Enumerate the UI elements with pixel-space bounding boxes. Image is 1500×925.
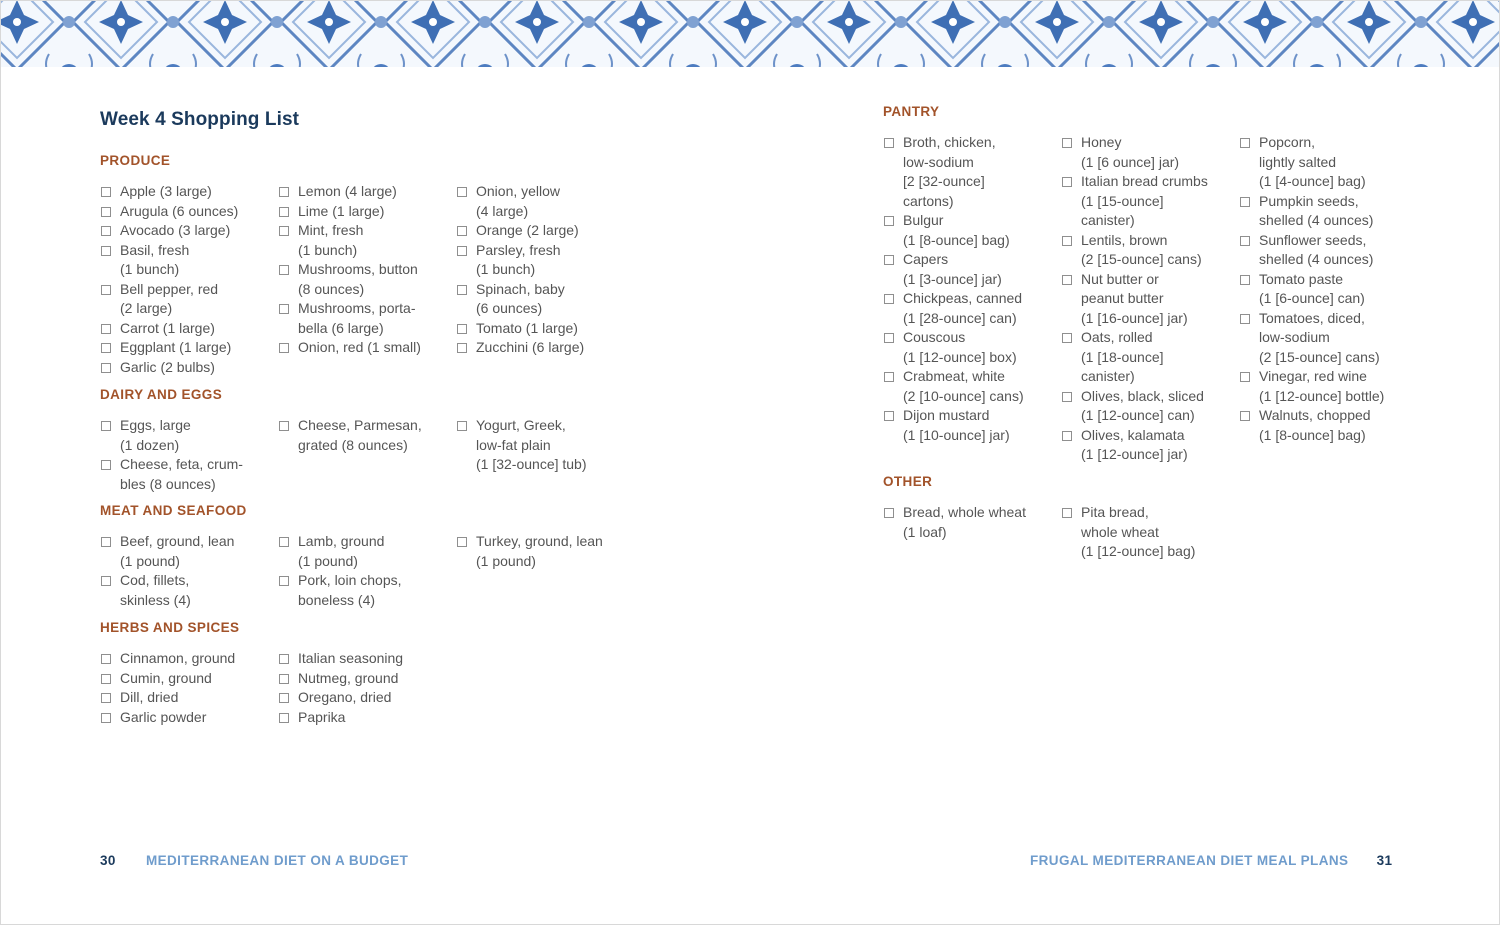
item-column [456,416,634,494]
item-label: Italian seasoning [298,650,404,666]
checkbox-icon [279,674,289,684]
section-columns [100,416,634,494]
item-label: Avocado (3 large) [120,222,231,238]
list-item [278,299,456,338]
list-item [456,338,634,358]
list-item [100,669,278,689]
checkbox-icon [279,265,289,275]
item-label: Vinegar, red wine (1 [12-ounce] bottle) [1259,368,1385,404]
decorative-tile-banner [0,0,1500,67]
checkbox-icon [101,343,111,353]
list-item [1239,231,1417,270]
section-produce [100,153,634,377]
item-label: Nut butter or peanut butter (1 [16-ounce] jar) [1081,270,1188,326]
checkbox-icon [101,207,111,217]
checkbox-icon [1240,197,1250,207]
checkbox-icon [1240,411,1250,421]
list-item [1239,367,1417,406]
list-item [278,202,456,222]
checkbox-icon [1062,138,1072,148]
item-label: Lemon (4 large) [298,183,397,199]
section-title: DAIRY AND EGGS [100,387,223,402]
item-label: Eggplant (1 large) [120,339,232,355]
list-item [278,571,456,610]
checkbox-icon [101,324,111,334]
list-item [278,669,456,689]
checkbox-icon [1062,333,1072,343]
checkbox-icon [101,246,111,256]
item-column [456,532,634,610]
checkbox-icon [884,216,894,226]
item-label: Lamb, ground (1 pound) [298,533,385,569]
item-label: Lime (1 large) [298,202,385,219]
item-label: Oats, rolled (1 [18-ounce] canister) [1081,329,1164,384]
checkbox-icon [279,713,289,723]
item-label: Sunflower seeds, shelled (4 ounces) [1259,231,1374,267]
item-label: Yogurt, Greek, low-fat plain (1 [32-ounce] tub) [476,417,587,472]
item-label: Popcorn, lightly salted (1 [4-ounce] bag) [1259,134,1366,189]
section-title: OTHER [883,474,933,489]
checkbox-icon [1062,275,1072,285]
item-label: Mushrooms, button (8 ounces) [298,261,418,297]
list-item [100,182,278,202]
item-column [278,649,456,727]
section-title: HERBS AND SPICES [100,620,240,635]
item-label: Spinach, baby (6 ounces) [476,280,565,316]
section-columns [100,532,634,610]
item-label: Honey (1 [6 ounce] jar) [1081,134,1180,170]
item-label: Mushrooms, porta- bella (6 large) [298,300,416,336]
item-label: Beef, ground, lean (1 pound) [120,533,235,569]
list-item [100,358,278,378]
section-meat-and-seafood [100,503,634,610]
section-herbs-and-spices [100,620,456,727]
checkbox-icon [884,508,894,518]
checkbox-icon [101,363,111,373]
item-label: Broth, chicken, low-sodium [2 [32-ounce] cartons) [903,134,996,209]
section-title: PRODUCE [100,153,171,168]
left-page-number: 30 [100,853,116,868]
list-item [100,280,278,319]
item-label: Cumin, ground [120,669,212,686]
list-item [1061,387,1239,426]
checkbox-icon [457,324,467,334]
checkbox-icon [884,294,894,304]
list-item [456,241,634,280]
list-item [883,406,1061,445]
list-item [883,328,1061,367]
left-running-title: MEDITERRANEAN DIET ON A BUDGET [145,853,409,868]
checkbox-icon [1062,177,1072,187]
checkbox-icon [1062,431,1072,441]
section-dairy-and-eggs [100,387,634,494]
checkbox-icon [1062,236,1072,246]
item-column [883,503,1061,562]
checkbox-icon [101,226,111,236]
checkbox-icon [1240,314,1250,324]
checkbox-icon [101,674,111,684]
list-item [1061,172,1239,231]
item-label: Oregano, dried [298,689,392,705]
list-item [1239,309,1417,368]
checkbox-icon [279,187,289,197]
right-running-title: FRUGAL MEDITERRANEAN DIET MEAL PLANS [1030,853,1349,868]
item-label: Parsley, fresh (1 bunch) [476,241,561,277]
checkbox-icon [279,421,289,431]
list-item [456,416,634,475]
item-label: Arugula (6 ounces) [120,202,239,219]
item-label: Tomato (1 large) [476,319,578,336]
checkbox-icon [1062,392,1072,402]
item-label: Walnuts, chopped (1 [8-ounce] bag) [1259,407,1371,443]
item-column [100,182,278,377]
item-label: Pork, loin chops, boneless (4) [298,572,402,608]
checkbox-icon [101,421,111,431]
list-item [100,571,278,610]
item-column [100,649,278,727]
checkbox-icon [101,285,111,295]
item-label: Eggs, large (1 dozen) [120,417,191,453]
list-item [100,708,278,728]
list-item [456,532,634,571]
item-label: Zucchini (6 large) [476,339,585,355]
item-label: Dill, dried [120,689,179,705]
list-item [278,708,456,728]
list-item [100,202,278,222]
list-item [883,133,1061,211]
item-column [883,133,1061,465]
item-label: Crabmeat, white (2 [10-ounce] cans) [903,368,1024,404]
item-label: Basil, fresh (1 bunch) [120,241,190,277]
list-item [1061,133,1239,172]
item-label: Garlic powder [120,708,207,725]
list-item [278,688,456,708]
list-item [883,367,1061,406]
checkbox-icon [1240,275,1250,285]
checkbox-icon [1062,508,1072,518]
list-item [1061,328,1239,387]
checkbox-icon [884,411,894,421]
checkbox-icon [1240,138,1250,148]
checkbox-icon [884,333,894,343]
item-label: Onion, red (1 small) [298,339,421,355]
item-label: Pumpkin seeds, shelled (4 ounces) [1259,192,1374,228]
list-item [883,503,1061,542]
list-item [278,532,456,571]
list-item [100,455,278,494]
checkbox-icon [101,187,111,197]
item-label: Garlic (2 bulbs) [120,358,215,375]
checkbox-icon [457,246,467,256]
item-column [278,182,456,377]
section-columns [883,503,1239,562]
item-label: Onion, yellow (4 large) [476,183,561,219]
item-label: Cinnamon, ground [120,650,236,666]
list-item [100,416,278,455]
list-item [456,319,634,339]
item-label: Orange (2 large) [476,222,579,238]
item-label: Couscous (1 [12-ounce] box) [903,329,1017,365]
list-item [883,289,1061,328]
section-title: MEAT AND SEAFOOD [100,503,247,518]
item-column [278,416,456,494]
list-item [1061,503,1239,562]
list-item [456,182,634,221]
list-item [100,338,278,358]
item-label: Olives, kalamata (1 [12-ounce] jar) [1081,426,1188,462]
item-label: Dijon mustard (1 [10-ounce] jar) [903,407,1010,443]
item-column [1061,133,1239,465]
list-item [1239,133,1417,192]
item-label: Nutmeg, ground [298,669,399,686]
checkbox-icon [884,372,894,382]
item-label: Italian bread crumbs (1 [15-ounce] canister) [1081,173,1208,228]
right-page-footer [1030,853,1392,868]
checkbox-icon [1240,236,1250,246]
list-item [883,250,1061,289]
list-item [278,416,456,455]
checkbox-icon [457,187,467,197]
item-label: Paprika [298,708,346,725]
checkbox-icon [101,693,111,703]
list-item [100,649,278,669]
item-column [100,532,278,610]
list-item [278,649,456,669]
item-label: Olives, black, sliced (1 [12-ounce] can) [1081,387,1204,423]
list-item [100,241,278,280]
checkbox-icon [279,576,289,586]
section-pantry [883,104,1417,465]
list-item [1239,192,1417,231]
item-label: Apple (3 large) [120,183,212,199]
section-other [883,474,1239,562]
item-label: Turkey, ground, lean (1 pound) [476,533,603,569]
list-item [1239,406,1417,445]
checkbox-icon [101,537,111,547]
item-label: Chickpeas, canned (1 [28-ounce] can) [903,290,1023,326]
list-item [100,688,278,708]
checkbox-icon [884,138,894,148]
list-item [456,280,634,319]
item-label: Cod, fillets, skinless (4) [120,572,191,608]
item-label: Pita bread, whole wheat (1 [12-ounce] bag) [1081,504,1196,559]
item-label: Lentils, brown (2 [15-ounce] cans) [1081,231,1202,267]
checkbox-icon [279,304,289,314]
item-label: Bulgur (1 [8-ounce] bag) [903,212,1010,248]
checkbox-icon [457,537,467,547]
list-item [278,182,456,202]
item-column [278,532,456,610]
item-column [1239,133,1417,465]
item-label: Cheese, feta, crum- bles (8 ounces) [120,456,243,492]
checkbox-icon [279,537,289,547]
checkbox-icon [1240,372,1250,382]
list-item [1061,231,1239,270]
list-item [100,221,278,241]
item-label: Capers (1 [3-ounce] jar) [903,251,1002,287]
section-title: PANTRY [883,104,940,119]
list-item [1061,426,1239,465]
item-label: Bread, whole wheat (1 loaf) [903,504,1026,540]
checkbox-icon [884,255,894,265]
list-item [1061,270,1239,329]
checkbox-icon [457,343,467,353]
item-label: Cheese, Parmesan, grated (8 ounces) [298,417,422,453]
checkbox-icon [457,421,467,431]
checkbox-icon [457,285,467,295]
item-label: Tomatoes, diced, low-sodium (2 [15-ounce] cans) [1259,309,1380,365]
checkbox-icon [279,207,289,217]
list-item [1239,270,1417,309]
list-item [278,221,456,260]
item-column [1061,503,1239,562]
checkbox-icon [101,460,111,470]
checkbox-icon [279,693,289,703]
checkbox-icon [101,654,111,664]
item-column [100,416,278,494]
page-title: Week 4 Shopping List [100,109,300,130]
list-item [100,532,278,571]
section-columns [100,182,634,377]
checkbox-icon [279,343,289,353]
list-item [278,338,456,358]
list-item [456,221,634,241]
checkbox-icon [101,576,111,586]
checkbox-icon [279,226,289,236]
left-page-footer [100,853,408,868]
checkbox-icon [457,226,467,236]
checkbox-icon [101,713,111,723]
section-columns [883,133,1417,465]
right-page-number: 31 [1376,853,1393,868]
list-item [100,319,278,339]
list-item [278,260,456,299]
item-label: Carrot (1 large) [120,319,215,336]
checkbox-icon [279,654,289,664]
item-column [456,182,634,377]
item-label: Bell pepper, red (2 large) [120,280,219,316]
item-label: Tomato paste (1 [6-ounce] can) [1259,270,1365,306]
item-label: Mint, fresh (1 bunch) [298,222,364,258]
list-item [883,211,1061,250]
section-columns [100,649,456,727]
